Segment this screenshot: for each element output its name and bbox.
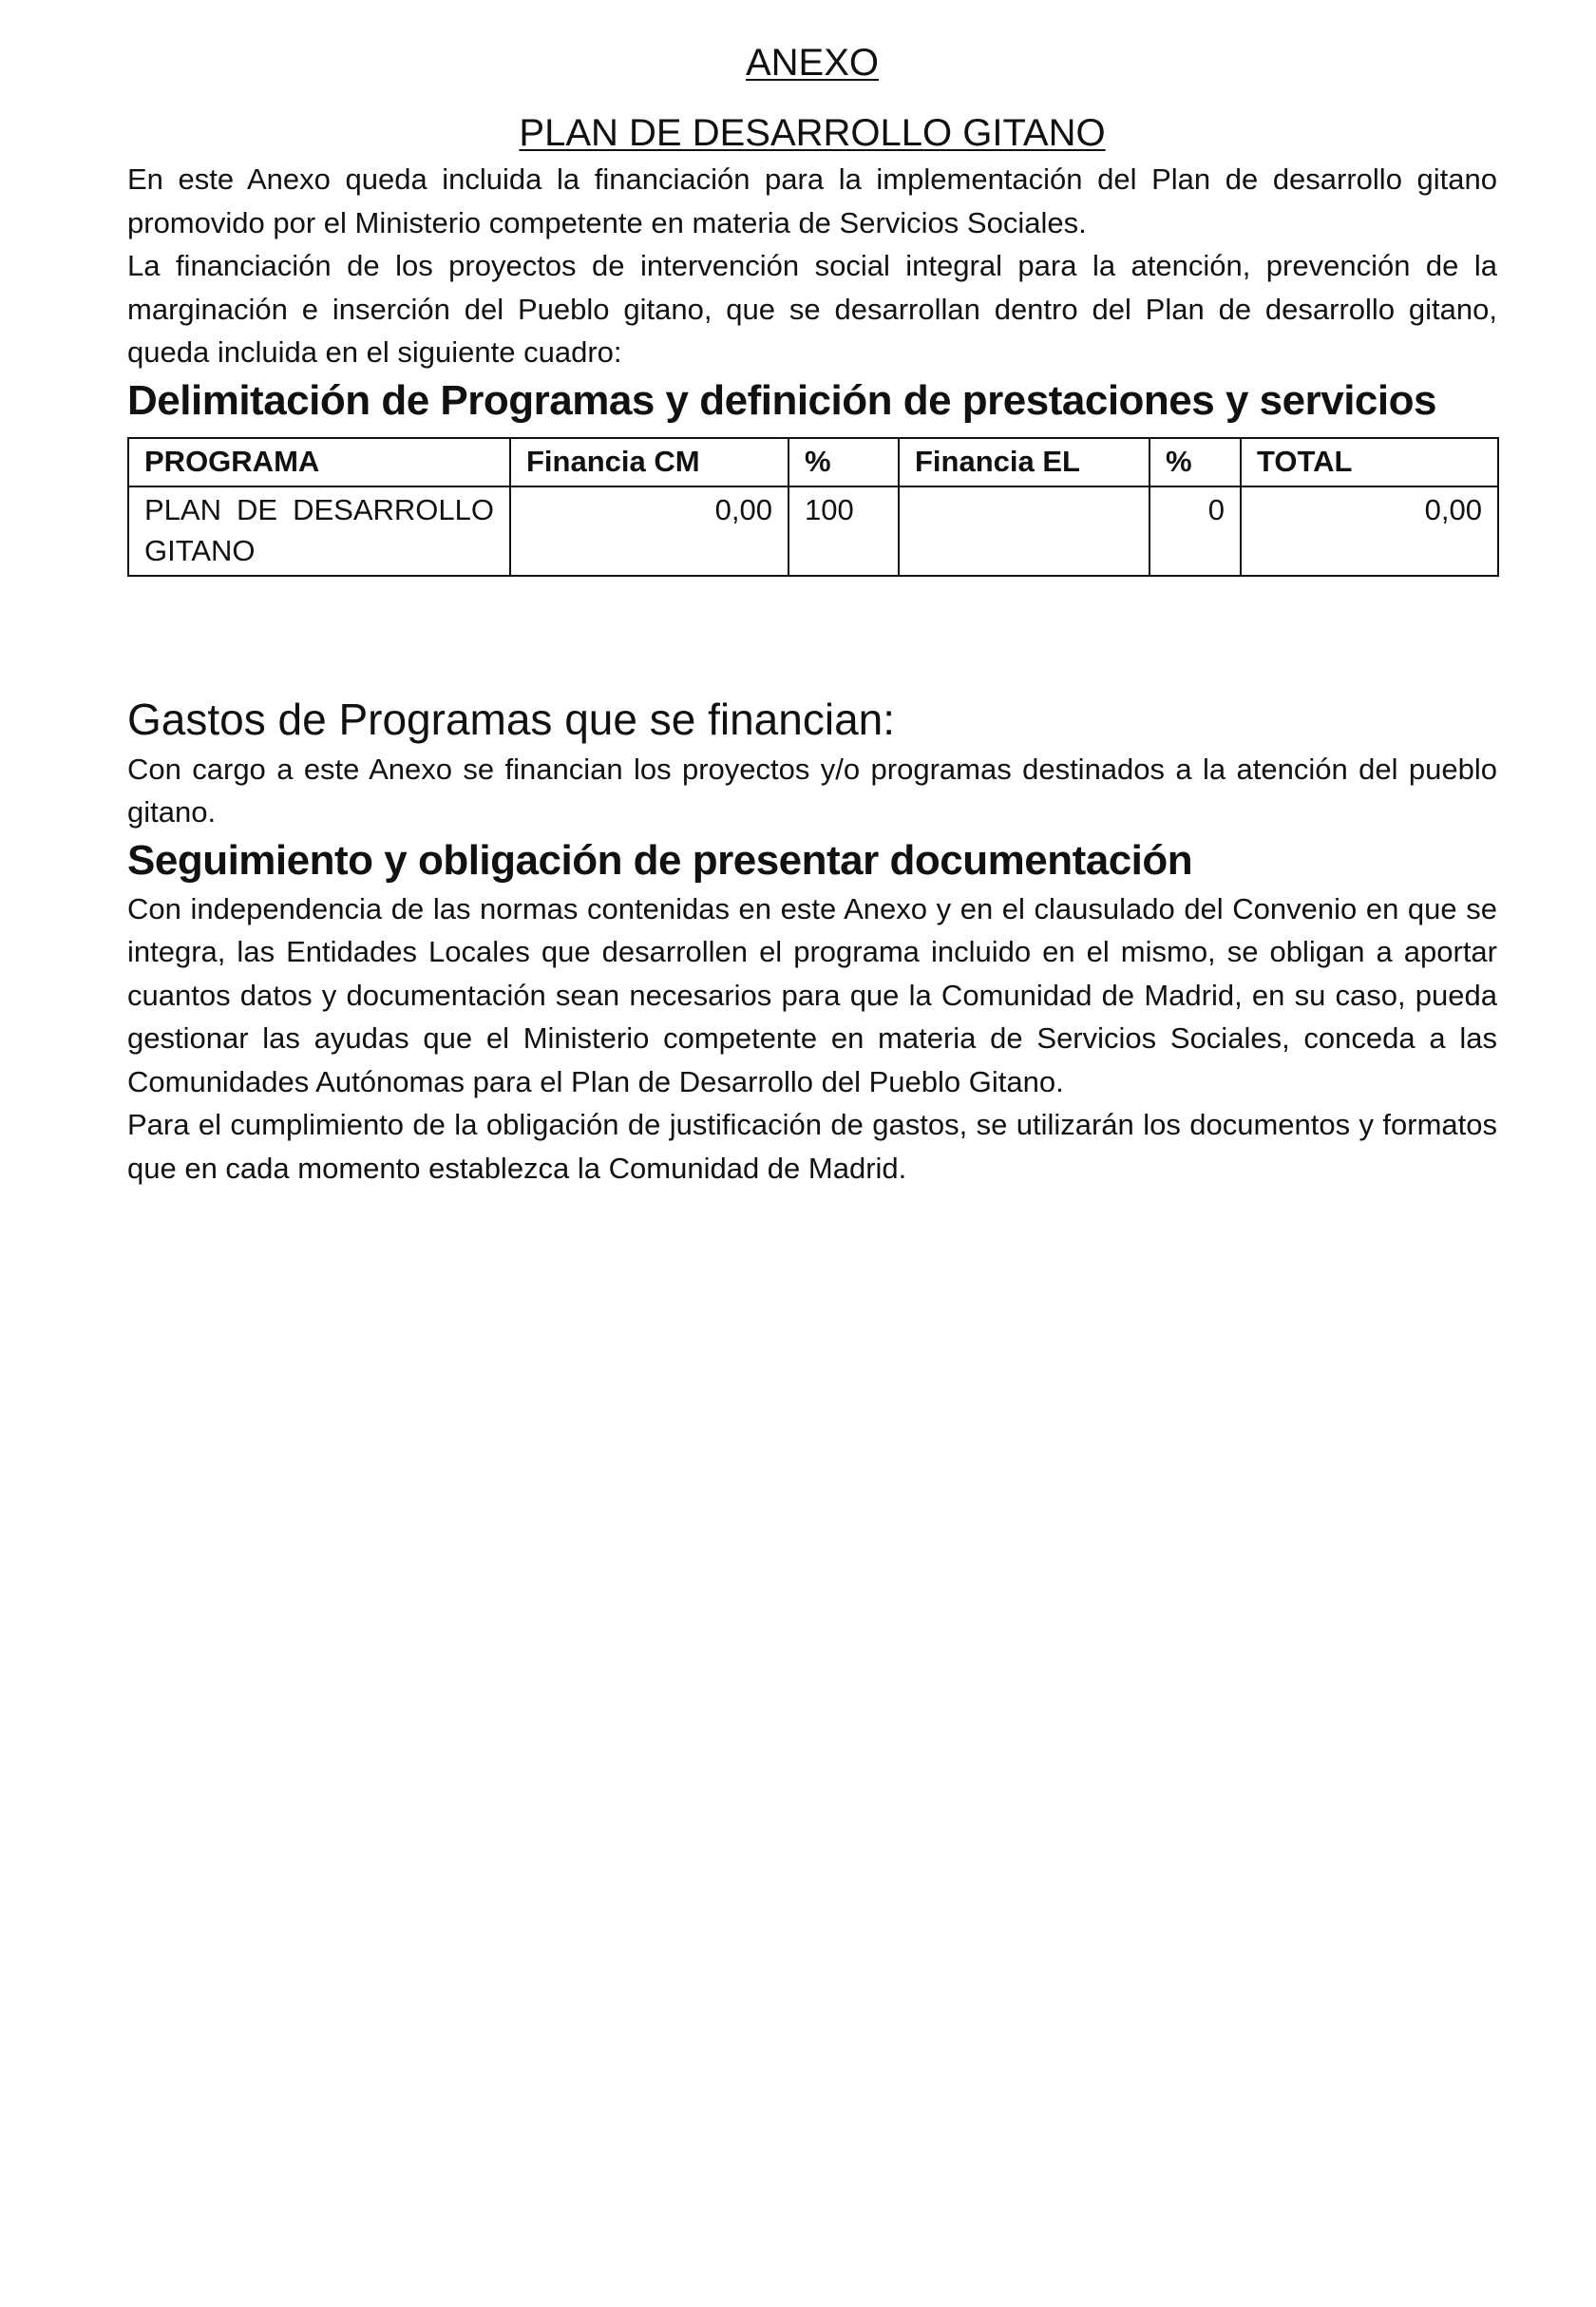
- table-row: [128, 486, 1498, 576]
- header-percent-el: %: [1150, 438, 1241, 486]
- header-total: TOTAL: [1241, 438, 1498, 486]
- program-funding-table: [127, 437, 1499, 577]
- intro-paragraph: La financiación de los proyectos de intervención social integral para la atención, prevención de la marginación e inserción del Pueblo gitano, que se desarrollan dentro del Plan de desarrollo gitano, queda incluida en el siguiente cuadro:: [127, 249, 1497, 369]
- intro-paragraph: En este Anexo queda incluida la financiación para la implementación del Plan de desarrollo gitano promovido por el Ministerio competente en materia de Servicios Sociales.: [127, 162, 1497, 239]
- expenses-paragraph: Con cargo a este Anexo se financian los proyectos y/o programas destinados a la atención del pueblo gitano.: [127, 752, 1497, 829]
- cell-percent-el: 0: [1150, 486, 1241, 576]
- section-heading-followup: Seguimiento y obligación de presentar documentación: [127, 836, 1193, 884]
- followup-paragraph: Con independencia de las normas contenidas en este Anexo y en el clausulado del Convenio en que se integra, las Entidades Locales que desarrollen el programa incluido en el mismo, se obligan a aportar cuantos datos y documentación sean necesarios para que la Comunidad de Madrid, en su caso, pueda gestionar las ayudas que el Ministerio competente en materia de Servicios Sociales, conceda a las Comunidades Autónomas para el Plan de Desarrollo del Pueblo Gitano.: [127, 891, 1497, 1098]
- header-programa: PROGRAMA: [128, 438, 510, 486]
- section-heading-programs: Delimitación de Programas y definición de prestaciones y servicios: [127, 376, 1436, 424]
- cell-financia-el: [899, 486, 1150, 576]
- header-financia-cm: Financia CM: [510, 438, 788, 486]
- cell-programa: PLAN DE DESARROLLO GITANO: [128, 486, 510, 576]
- document-subtitle: PLAN DE DESARROLLO GITANO: [519, 112, 1106, 154]
- document-content: [127, 38, 1497, 1190]
- header-percent-cm: %: [788, 438, 899, 486]
- header-financia-el: Financia EL: [899, 438, 1150, 486]
- followup-paragraph: Para el cumplimiento de la obligación de justificación de gastos, se utilizarán los documentos y formatos que en cada momento establezca la Comunidad de Madrid.: [127, 1108, 1497, 1185]
- section-heading-expenses: Gastos de Programas que se financian:: [127, 694, 896, 744]
- cell-total: 0,00: [1241, 486, 1498, 576]
- table-header-row: [128, 438, 1498, 486]
- document-title: ANEXO: [745, 42, 880, 84]
- cell-percent-cm: 100: [788, 486, 899, 576]
- cell-financia-cm: 0,00: [510, 486, 788, 576]
